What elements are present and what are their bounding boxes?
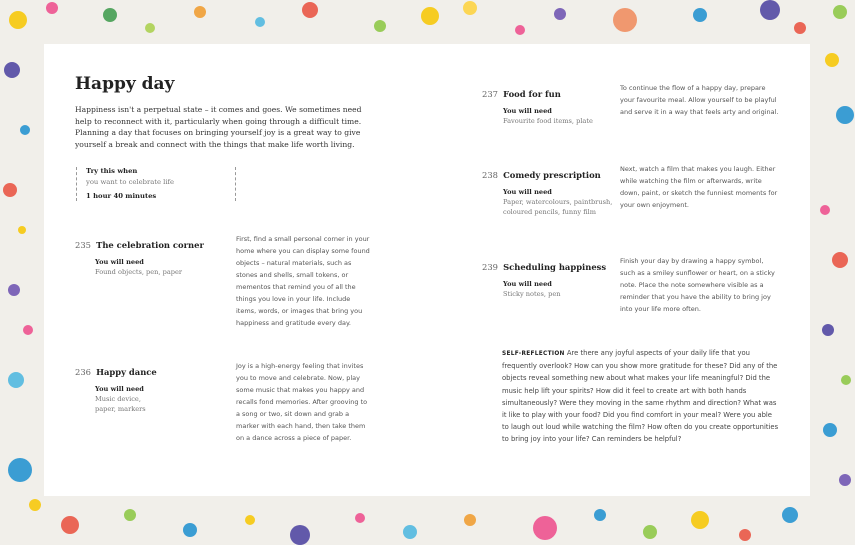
prompt-239-description: Finish your day by drawing a happy symbol, such as a smiley sunflower or heart, on a sticky note. Place the note somewhere visible as a reminder that you have the ability to bring joy into your life more often. (620, 257, 775, 313)
prompt-237-description: To continue the flow of a happy day, prepare your favourite meal. Allow yourself to be playful and serve it in a way that feels arty and original. (620, 84, 779, 116)
prompt-title: Comedy prescription (503, 170, 601, 180)
prompt-238-description: Next, watch a film that makes you laugh. Either while watching the film or afterwards, write down, paint, or sketch the funniest moments for your own enjoyment. (620, 165, 778, 209)
prompt-number: 236 (75, 367, 91, 377)
prompt-title: Happy dance (96, 367, 157, 377)
need-label: You will need (95, 258, 144, 266)
prompt-number: 238 (482, 170, 498, 180)
page-title: Happy day (75, 74, 175, 94)
need-label: You will need (95, 385, 144, 393)
prompt-number: 235 (75, 240, 91, 250)
need-label: You will need (503, 188, 552, 196)
try-value: you want to celebrate life (86, 178, 175, 186)
intro-paragraph: Happiness isn't a perpetual state – it comes and goes. We sometimes need help to reconnect with it, particularly when going through a difficult time. Planning a day that focuses on bringing yourself joy is a great way to give yourself a break and connect with the things that make life worth living. (75, 105, 362, 149)
need-items: Music device, paper, markers (95, 395, 146, 413)
duration: 1 hour 40 minutes (86, 192, 157, 200)
need-label: You will need (503, 107, 552, 115)
self-reflection-text: Are there any joyful aspects of your daily life that you frequently overlook? How can you show more gratitude for these? Did any of the objects reveal something new about what makes your life meaningful? Did the music help lift your spirits? How did it feel to create art with both hands simultaneously? Were they moving in the same rhythm and direction? What was it like to play with your food? Did you find comfort in your meal? Were you able to laugh out loud while watching the film? How often do you create opportunities to bring joy into your life? Can reminders be helpful? (502, 349, 779, 444)
self-reflection-heading: SELF-REFLECTION (502, 351, 565, 357)
need-label: You will need (503, 280, 552, 288)
need-items: Found objects, pen, paper (95, 268, 183, 276)
prompt-236-description: Joy is a high-energy feeling that invites you to move and celebrate. Now, play some music that makes you happy and recalls fond memories. After grooving to a song or two, sit down and grab a marker with each hand, then take them on a dance across a piece of paper. (236, 362, 368, 442)
prompt-title: The celebration corner (96, 240, 204, 250)
self-reflection (502, 347, 780, 446)
prompt-235-description: First, find a small personal corner in your home where you can display some found objects – natural materials, such as stones and shells, small tokens, or mementos that remind you of all the things you love in your life. Include items, words, or images that bring you happiness and gratitude every day. (236, 235, 370, 327)
prompt-number: 237 (482, 89, 498, 99)
prompt-title: Food for fun (503, 89, 561, 99)
book-page (44, 44, 810, 496)
need-items: Sticky notes, pen (503, 290, 561, 298)
prompt-title: Scheduling happiness (503, 262, 607, 272)
try-this-box (76, 167, 236, 201)
prompt-number: 239 (482, 262, 498, 272)
need-items: Favourite food items, plate (503, 117, 593, 125)
try-label: Try this when (86, 167, 138, 175)
need-items: Paper, watercolours, paintbrush, coloured pencils, funny film (503, 198, 613, 216)
